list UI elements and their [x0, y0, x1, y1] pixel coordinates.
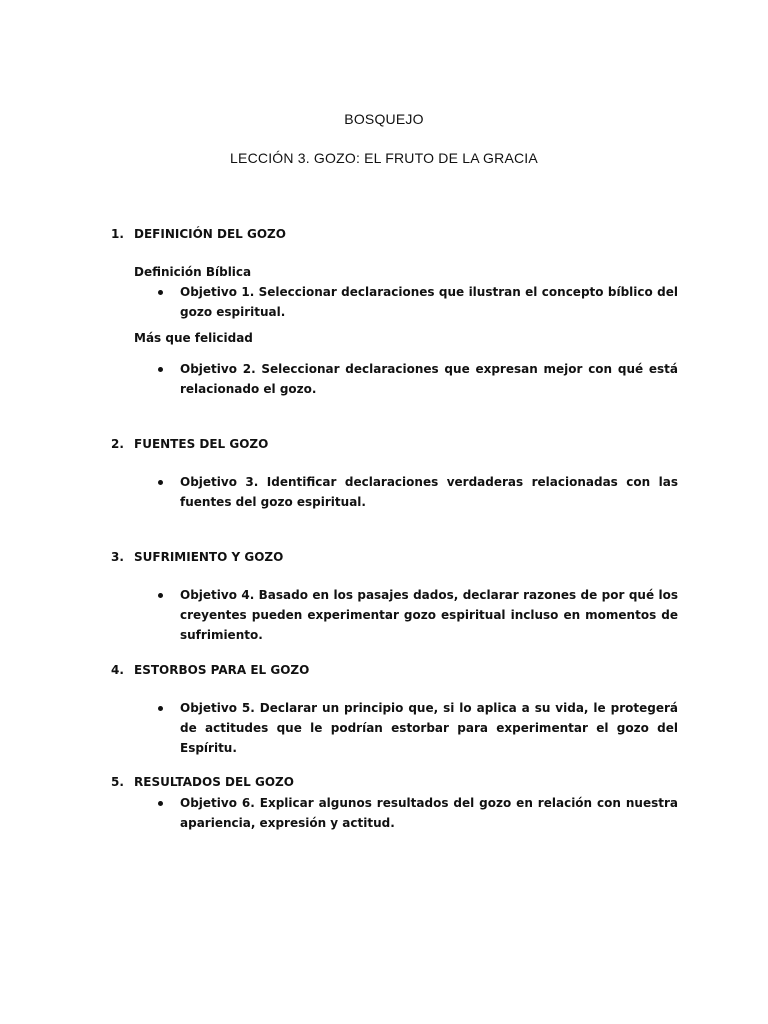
bullet-icon	[157, 801, 165, 809]
subsection-title: Definición Bíblica	[134, 265, 252, 279]
section-number: 3.	[111, 550, 124, 564]
bullet-icon	[157, 706, 165, 714]
section-number: 4.	[111, 663, 124, 677]
section-number: 1.	[111, 227, 124, 241]
section-number: 2.	[111, 437, 124, 451]
bullet-icon	[157, 367, 165, 375]
bullet-icon	[157, 480, 165, 488]
document-title: BOSQUEJO	[344, 111, 424, 127]
bullet-icon	[157, 290, 165, 298]
objective-text: Objetivo 3. Identificar declaraciones verdaderas relacionadas con las fuentes del gozo espiritual.	[180, 475, 678, 509]
objective-text: Objetivo 2. Seleccionar declaraciones que expresan mejor con qué está relacionado el gozo.	[180, 362, 678, 396]
section-title: RESULTADOS DEL GOZO	[134, 775, 294, 789]
subsection-title: Más que felicidad	[134, 331, 253, 345]
section-number: 5.	[111, 775, 124, 789]
section-title: DEFINICIÓN DEL GOZO	[134, 227, 286, 241]
section-title: SUFRIMIENTO Y GOZO	[134, 550, 284, 564]
lesson-title: LECCIÓN 3. GOZO: EL FRUTO DE LA GRACIA	[230, 150, 538, 166]
objective-text: Objetivo 4. Basado en los pasajes dados, declarar razones de por qué los creyentes pueden experimentar gozo espiritual incluso en momentos de sufrimiento.	[180, 588, 678, 642]
bullet-icon	[157, 593, 165, 601]
objective-text: Objetivo 6. Explicar algunos resultados del gozo en relación con nuestra apariencia, expresión y actitud.	[180, 796, 678, 830]
section-title: FUENTES DEL GOZO	[134, 437, 269, 451]
objective-text: Objetivo 1. Seleccionar declaraciones que ilustran el concepto bíblico del gozo espiritual.	[180, 285, 678, 319]
section-title: ESTORBOS PARA EL GOZO	[134, 663, 310, 677]
objective-text: Objetivo 5. Declarar un principio que, si lo aplica a su vida, le protegerá de actitudes que le podrían estorbar para experimentar el gozo del Espíritu.	[180, 701, 678, 755]
